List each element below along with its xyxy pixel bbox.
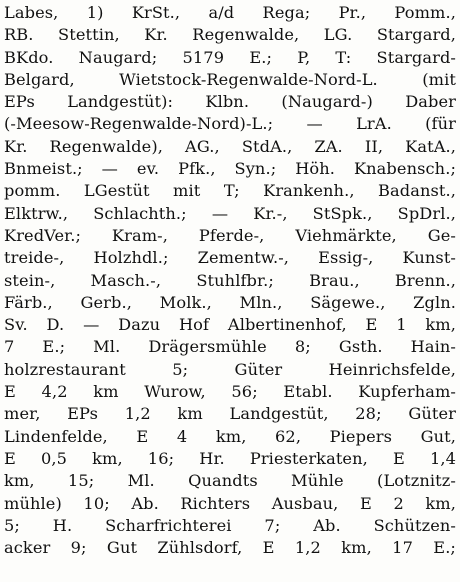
entry-line: E 0,5 km, 16; Hr. Priesterkaten, E 1,4 (4, 448, 456, 468)
entry-line: Sv. D. — Dazu Hof Albertinenhof, E 1 km, (4, 315, 456, 335)
entry-line: Bnmeist.; — ev. Pfk., Syn.; Höh. Knabensch.; (4, 159, 456, 179)
entry-line: Lindenfelde, E 4 km, 62, Piepers Gut, (4, 426, 456, 446)
entry-line: Labes, 1) KrSt., a/d Rega; Pr., Pomm., (4, 3, 456, 22)
entry-line: E 4,2 km Wurow, 56; Etabl. Kupferham- (4, 382, 456, 402)
gazetteer-entry-labes (4, 2, 456, 559)
entry-line: (-Meesow-Regenwalde-Nord)-L.; — LrA. (für (4, 114, 456, 134)
entry-line: holzrestaurant 5; Güter Heinrichsfelde, (4, 359, 456, 379)
entry-line: mühle) 10; Ab. Richters Ausbau, E 2 km, (4, 493, 456, 513)
entry-line: RB. Stettin, Kr. Regenwalde, LG. Stargard, (4, 25, 456, 45)
entry-line: Kr. Regenwalde), AG., StdA., ZA. II, KatA., (4, 136, 456, 156)
entry-line: Färb., Gerb., Molk., Mln., Sägewe., Zgln. (4, 292, 456, 312)
entry-line: 7 E.; Ml. Drägersmühle 8; Gsth. Hain- (4, 337, 456, 357)
entry-line: km, 15; Ml. Quandts Mühle (Lotznitz- (4, 471, 456, 491)
entry-line: KredVer.; Kram-, Pferde-, Viehmärkte, Ge- (4, 225, 456, 245)
entry-line: mer, EPs 1,2 km Landgestüt, 28; Güter (4, 404, 456, 424)
entry-line: EPs Landgestüt): Klbn. (Naugard-) Daber (4, 92, 456, 112)
entry-line: stein-, Masch.-, Stuhlfbr.; Brau., Brenn., (4, 270, 456, 290)
entry-line: pomm. LGestüt mit T; Krankenh., Badanst., (4, 181, 456, 201)
entry-line: acker 9; Gut Zühlsdorf, E 1,2 km, 17 E.; (4, 538, 456, 558)
entry-line: Belgard, Wietstock-Regenwalde-Nord-L. (mit (4, 69, 456, 89)
entry-line: Elktrw., Schlachth.; — Kr.-, StSpk., SpDrl., (4, 203, 456, 223)
entry-line: 5; H. Scharfrichterei 7; Ab. Schützen- (4, 515, 456, 535)
entry-line: treide-, Holzhdl.; Zementw.-, Essig-, Kunst- (4, 248, 456, 268)
entry-line: BKdo. Naugard; 5179 E.; P, T: Stargard- (4, 47, 456, 67)
